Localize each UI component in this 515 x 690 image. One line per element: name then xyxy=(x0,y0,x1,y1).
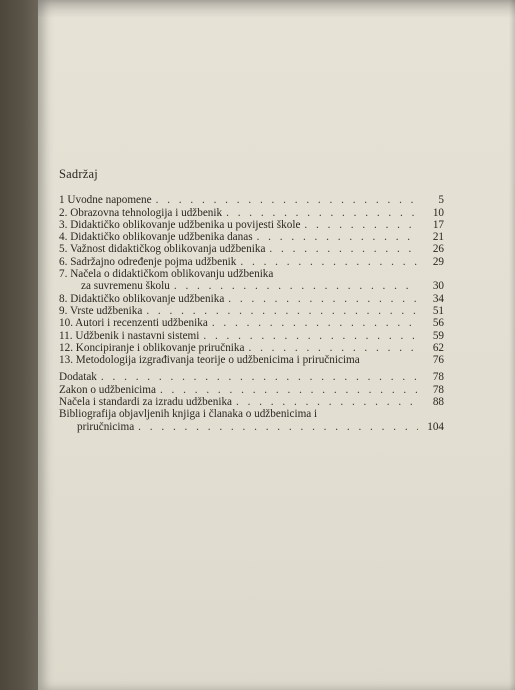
toc-entry xyxy=(59,408,444,420)
leader-dots xyxy=(240,256,418,268)
page-top-shadow xyxy=(38,0,515,18)
toc-entry-page: 26 xyxy=(432,243,444,256)
toc-entry-title: 7. Načela o didaktičkom oblikovanju udžbenika xyxy=(59,268,274,281)
toc-entry-title: 11. Udžbenik i nastavni sistemi xyxy=(59,329,200,342)
toc-entry-continuation xyxy=(59,421,444,433)
toc-entry-title: 3. Didaktičko oblikovanje udžbenika u povijesti škole xyxy=(59,218,301,231)
leader-dots xyxy=(228,293,418,305)
leader-dots xyxy=(269,243,418,255)
toc-entry xyxy=(59,268,444,280)
leader-dots xyxy=(156,194,418,206)
toc-entry-title: 2. Obrazovna tehnologija i udžbenik xyxy=(59,206,223,219)
toc-entry-page: 34 xyxy=(432,292,444,305)
toc-entry-page: 51 xyxy=(432,304,444,317)
leader-dots xyxy=(226,207,418,219)
chapter-list xyxy=(59,194,444,366)
toc-entry-page: 59 xyxy=(432,329,444,342)
toc-entry-page: 88 xyxy=(432,396,444,409)
leader-dots xyxy=(146,305,418,317)
toc-entry xyxy=(59,317,444,329)
toc-entry-title: 4. Didaktičko oblikovanje udžbenika danas xyxy=(59,231,253,244)
toc-entry xyxy=(59,194,444,206)
leader-dots xyxy=(304,219,418,231)
toc-entry xyxy=(59,354,444,366)
toc-entry-title: Bibliografija objavljenih knjiga i članaka o udžbenicima i xyxy=(59,408,318,421)
toc-entry-page: 5 xyxy=(438,194,444,207)
toc-heading: Sadržaj xyxy=(59,167,98,181)
toc-entry-page: 21 xyxy=(432,231,444,244)
toc-entry xyxy=(59,207,444,219)
toc-entry xyxy=(59,384,444,396)
toc-entry xyxy=(59,305,444,317)
appendix-list xyxy=(59,371,444,432)
leader-dots xyxy=(212,317,418,329)
toc-entry-title-cont: priručnicima xyxy=(77,420,135,433)
toc-entry-page: 78 xyxy=(432,371,444,384)
leader-dots xyxy=(248,342,418,354)
toc-entry xyxy=(59,330,444,342)
toc-entry-page: 62 xyxy=(432,341,444,354)
toc-entry-page: 29 xyxy=(432,255,444,268)
toc-entry-title: Načela i standardi za izradu udžbenika xyxy=(59,396,233,409)
toc-entry-title: Zakon o udžbenicima xyxy=(59,383,156,396)
toc-entry-title: 1 Uvodne napomene xyxy=(59,194,152,207)
leader-dots xyxy=(257,231,418,243)
toc-entry-title: 13. Metodologija izgrađivanja teorije o udžbenicima i priručnicima xyxy=(59,354,360,367)
toc-entry xyxy=(59,219,444,231)
toc-entry xyxy=(59,342,444,354)
toc-entry-title-cont: za suvremenu školu xyxy=(81,280,170,293)
page-right-edge xyxy=(509,0,515,690)
toc-entry xyxy=(59,371,444,383)
toc-entry-page: 104 xyxy=(427,420,444,433)
toc-entry-title: 9. Vrste udžbenika xyxy=(59,304,143,317)
toc-entry-title: 10. Autori i recenzenti udžbenika xyxy=(59,317,208,330)
leader-dots xyxy=(174,280,418,292)
toc-entry-page: 17 xyxy=(432,218,444,231)
toc-entry-page: 56 xyxy=(432,317,444,330)
toc-entry xyxy=(59,293,444,305)
toc-entry-title: 12. Koncipiranje i oblikovanje priručnika xyxy=(59,341,245,354)
leader-dots xyxy=(203,330,418,342)
leader-dots xyxy=(101,371,418,383)
toc-entry-page: 78 xyxy=(432,383,444,396)
table-of-contents xyxy=(59,168,444,433)
toc-entry-title: 8. Didaktičko oblikovanje udžbenika xyxy=(59,292,225,305)
toc-entry-page: 30 xyxy=(432,280,444,293)
toc-entry-page: 76 xyxy=(432,354,444,367)
toc-entry-title: 5. Važnost didaktičkog oblikovanja udžbenika xyxy=(59,243,266,256)
book-spine-edge xyxy=(0,0,38,690)
toc-entry xyxy=(59,231,444,243)
toc-entry-title: 6. Sadržajno određenje pojma udžbenik xyxy=(59,255,237,268)
toc-entry xyxy=(59,396,444,408)
toc-entry xyxy=(59,243,444,255)
leader-dots xyxy=(138,421,418,433)
toc-entry-title: Dodatak xyxy=(59,371,97,384)
leader-dots xyxy=(236,396,418,408)
toc-entry-continuation xyxy=(59,280,444,292)
toc-entry xyxy=(59,256,444,268)
toc-entry-page: 10 xyxy=(432,206,444,219)
leader-dots xyxy=(160,384,418,396)
